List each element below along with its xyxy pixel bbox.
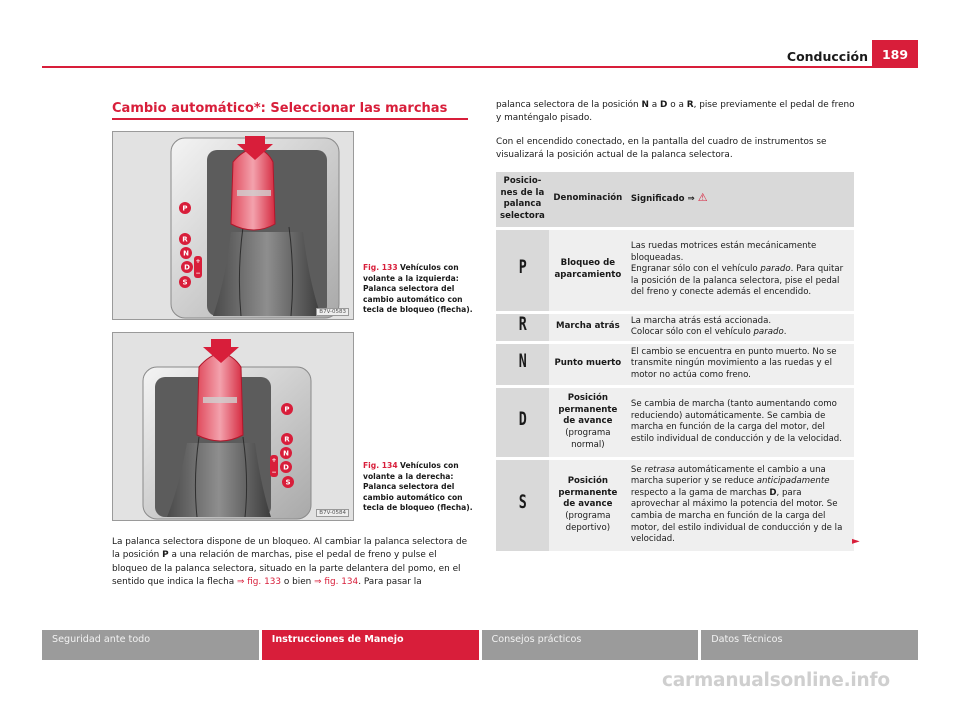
name-bold: Punto muerto — [554, 358, 622, 369]
name-cell — [549, 312, 627, 342]
gate-letter-n: N — [283, 449, 289, 458]
caption-text: Vehículos con volante a la izquierda: Palanca selectora del cambio automático con tecla de bloqueo (flecha). — [363, 263, 473, 315]
gear-lever-rhd-illustration — [113, 333, 354, 521]
meaning-emphasis: parado — [753, 327, 784, 338]
meaning-text: respecto a la gama de marchas — [630, 487, 770, 498]
text-run-bold: P — [162, 550, 169, 561]
text-run: o bien — [281, 577, 315, 588]
gate-letter-d: D — [283, 463, 289, 472]
header-name: Denominación — [549, 172, 627, 228]
text-run: a — [648, 100, 660, 110]
text-run: o a — [667, 100, 687, 110]
meaning-emphasis: parado — [760, 264, 791, 275]
meaning-text: . — [783, 327, 787, 338]
gate-letter-s: S — [182, 278, 188, 287]
footer-tab-consejos[interactable]: Consejos prácticos — [482, 630, 699, 660]
position-cell — [496, 228, 549, 312]
header-rule — [42, 66, 918, 68]
table-row — [496, 458, 854, 552]
meaning-emphasis: retrasa — [644, 464, 676, 475]
section-rule — [112, 118, 468, 120]
meaning-text: , para aprovechar al máximo la potencia del motor. Se cambia de marcha en función de la carga del motor, del estilo individual de conducción y de la velocidad. — [630, 487, 843, 545]
footer-tab-seguridad[interactable]: Seguridad ante todo — [42, 630, 259, 660]
name-bold: Bloqueo de aparcamiento — [554, 258, 622, 280]
tiptronic-minus: − — [195, 270, 201, 277]
meaning-cell — [627, 312, 854, 342]
chapter-title: Conducción — [786, 49, 868, 64]
text-run-bold: D — [660, 100, 668, 110]
page-number: 189 — [872, 40, 918, 68]
figure-134-caption — [363, 461, 473, 514]
fig-134-link[interactable]: ⇒ fig. 134 — [314, 577, 359, 588]
position-cell — [496, 386, 549, 458]
gear-letter: N — [518, 350, 527, 373]
position-cell — [496, 458, 549, 552]
meaning-emphasis: anticipadamente — [756, 476, 830, 487]
gate-letter-d: D — [184, 263, 190, 272]
section-title: Cambio automático*: Seleccionar las marchas — [112, 101, 448, 116]
name-cell — [549, 458, 627, 552]
meaning-text: Se — [630, 464, 645, 475]
meaning-cell — [627, 458, 854, 552]
name-rest: (programa normal) — [565, 427, 611, 450]
meaning-cell — [627, 342, 854, 386]
continue-arrow-icon: ► — [852, 536, 860, 547]
meaning-bold: D — [769, 487, 777, 498]
gate-letter-r: R — [182, 235, 188, 244]
caption-label: Fig. 134 — [363, 461, 398, 470]
gate-letter-r: R — [284, 435, 290, 444]
meaning-text: Se cambia de marcha (tanto aumentando como reduciendo) automáticamente. Se cambia de marcha en función de la carga del motor, del estilo individual de conducción y de la velocidad. — [630, 399, 842, 444]
table-row — [496, 342, 854, 386]
warning-triangle-icon: ⚠ — [697, 191, 708, 205]
name-rest: (programa deportivo) — [565, 510, 611, 533]
meaning-text: La marcha atrás está accionada. — [630, 315, 772, 326]
meaning-text: automáticamente el cambio a una marcha superior y se reduce — [630, 464, 826, 487]
gear-letter: S — [518, 491, 527, 514]
name-cell — [549, 342, 627, 386]
meaning-text: Colocar sólo con el vehículo — [630, 327, 754, 338]
gear-letter: D — [518, 408, 527, 431]
body-paragraph-right-2: Con el encendido conectado, en la pantalla del cuadro de instrumentos se visualizará la posición actual de la palanca selectora. — [496, 137, 827, 161]
meaning-text: El cambio se encuentra en punto muerto. No se transmite ningún movimiento a las ruedas y el motor no actúa como freno. — [630, 346, 837, 380]
body-paragraph-right-1 — [496, 99, 858, 125]
figure-134 — [112, 332, 354, 521]
footer-nav — [42, 630, 918, 660]
text-run: . Para pasar la — [358, 577, 422, 588]
meaning-cell — [627, 228, 854, 312]
tiptronic-minus: − — [271, 469, 277, 476]
header-meaning-text: Significado ⇒ — [630, 194, 695, 205]
text-run: , pise previamente el pedal de freno y manténgalo pisado. — [496, 100, 855, 124]
meaning-cell — [627, 386, 854, 458]
position-cell — [496, 342, 549, 386]
header-meaning — [627, 172, 854, 228]
table-header-row — [496, 172, 854, 228]
table-row — [496, 312, 854, 342]
gear-positions-table — [496, 172, 854, 554]
header-position: Posicio-nes de la palanca selectora — [496, 172, 549, 228]
position-cell — [496, 312, 549, 342]
figure-code: B7V-0583 — [316, 308, 349, 316]
caption-text: Vehículos con volante a la derecha: Palanca selectora del cambio automático con tecla de bloqueo (flecha). — [363, 461, 473, 513]
text-run: a una relación de marchas, pise el pedal de freno y pulse el bloqueo de la palanca selectora, situado en la parte delantera del pomo, en el sentido que indica la flecha — [112, 550, 461, 588]
caption-label: Fig. 133 — [363, 263, 398, 272]
meaning-text: Engranar sólo con el vehículo — [630, 264, 761, 275]
body-paragraph-left — [112, 536, 472, 590]
tiptronic-plus: + — [195, 258, 201, 265]
tiptronic-plus: + — [271, 457, 277, 464]
text-run-bold: N — [641, 100, 649, 110]
name-bold: Posición permanente de avance — [558, 476, 618, 510]
gear-letter: P — [518, 256, 527, 279]
text-run-bold: R — [686, 100, 694, 110]
gate-letter-p: P — [182, 204, 188, 213]
gear-lever-lhd-illustration — [113, 132, 354, 320]
name-bold: Marcha atrás — [556, 321, 620, 332]
watermark: carmanualsonline.info — [662, 670, 890, 691]
gear-letter: R — [518, 313, 527, 336]
name-bold: Posición permanente de avance — [558, 393, 618, 427]
name-cell — [549, 228, 627, 312]
gate-letter-s: S — [285, 478, 291, 487]
footer-tab-datos[interactable]: Datos Técnicos — [701, 630, 918, 660]
text-run: palanca selectora de la posición — [496, 100, 642, 110]
fig-133-link[interactable]: ⇒ fig. 133 — [236, 577, 282, 588]
footer-tab-instrucciones[interactable]: Instrucciones de Manejo — [262, 630, 479, 660]
gate-letter-p: P — [284, 405, 290, 414]
name-cell — [549, 386, 627, 458]
text-run: La palanca selectora dispone de un bloqueo. Al cambiar la palanca selectora de la posición — [112, 537, 468, 561]
figure-133 — [112, 131, 354, 320]
figure-code: B7V-0584 — [316, 509, 349, 517]
figure-133-caption — [363, 263, 473, 316]
gate-letter-n: N — [183, 249, 189, 258]
table-row — [496, 228, 854, 312]
table-row — [496, 386, 854, 458]
meaning-text: . Para quitar la posición de la palanca selectora, pise el pedal del freno y conecte además el encendido. — [630, 264, 844, 298]
meaning-text: Las ruedas motrices están mecánicamente bloqueadas. — [630, 241, 817, 263]
